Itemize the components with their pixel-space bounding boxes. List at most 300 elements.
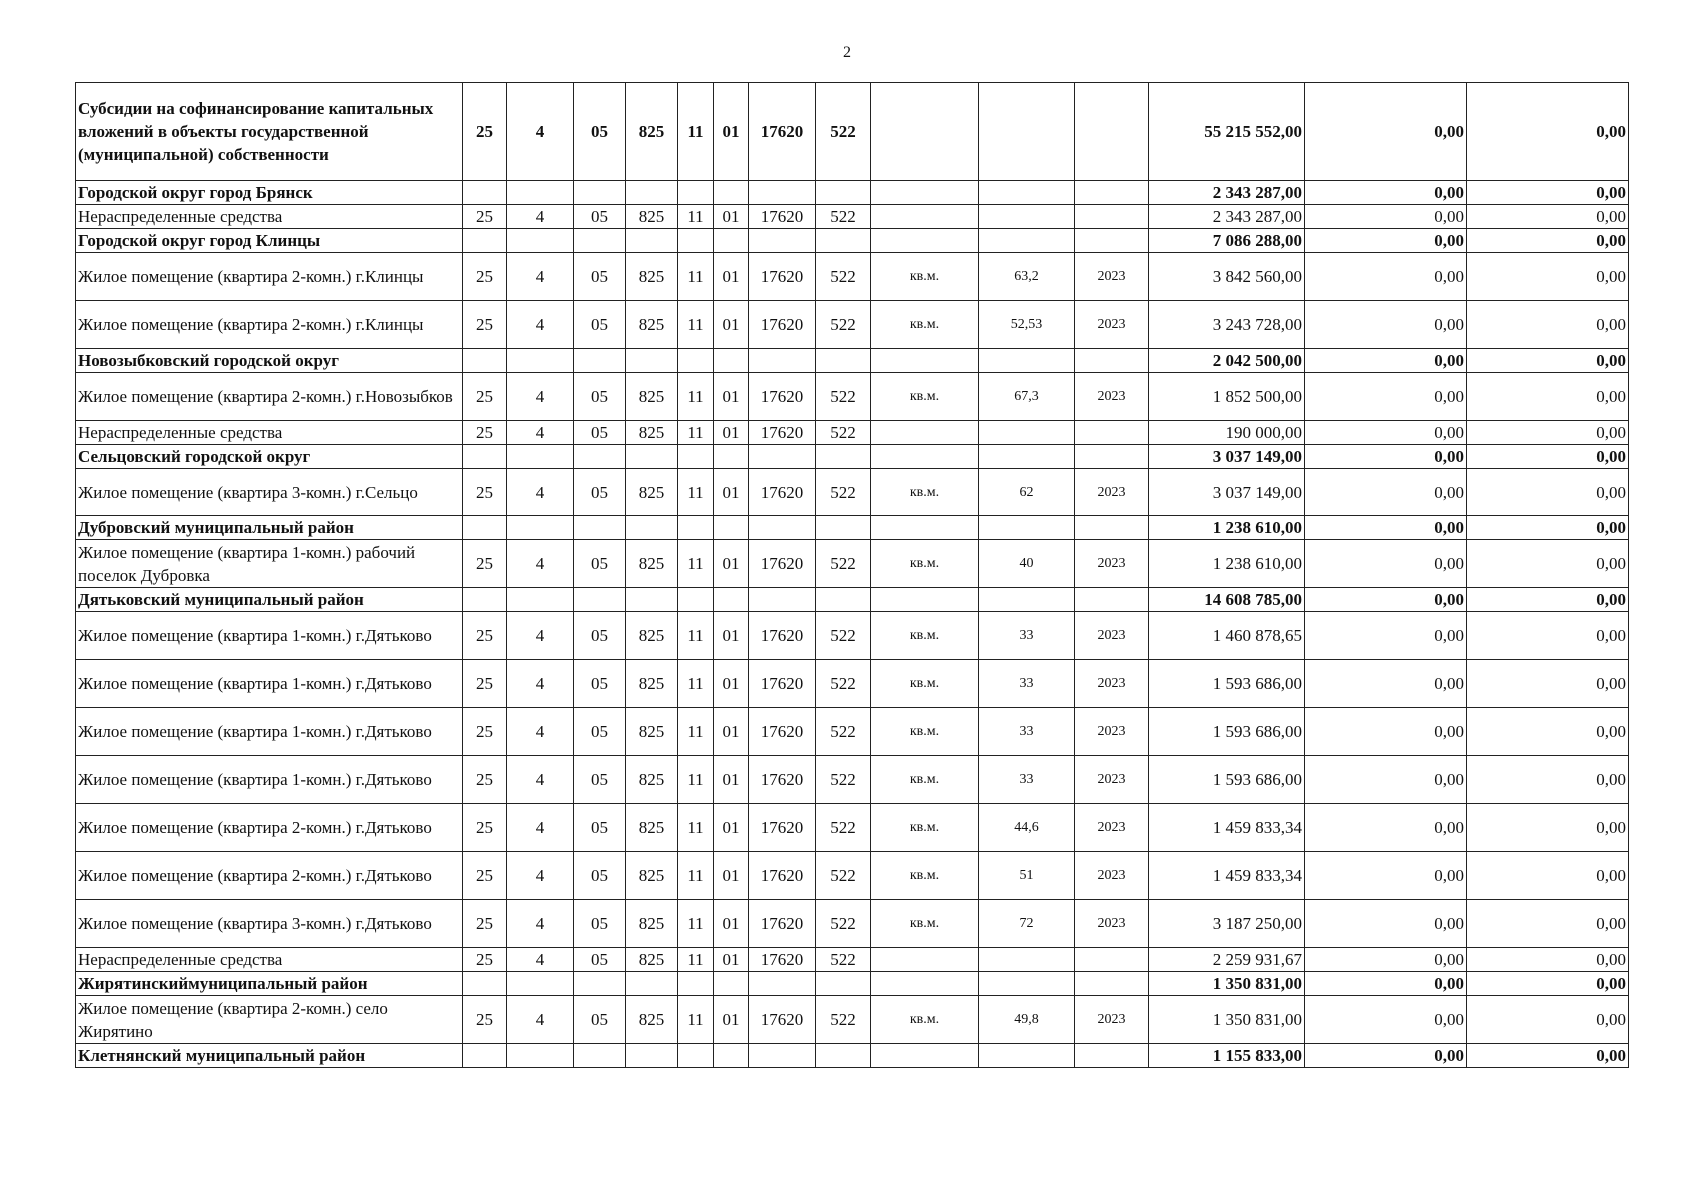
cell-year: 2023: [1075, 900, 1149, 948]
cell-unit: кв.м.: [871, 996, 979, 1044]
cell-code-4: [626, 229, 678, 253]
cell-code-7: 17620: [749, 612, 816, 660]
cell-unit: кв.м.: [871, 469, 979, 516]
cell-area: [979, 948, 1075, 972]
cell-amount-2025: 0,00: [1467, 948, 1629, 972]
table-row: [76, 301, 1629, 349]
cell-code-7: [749, 445, 816, 469]
cell-unit: кв.м.: [871, 804, 979, 852]
cell-code-4: 825: [626, 301, 678, 349]
cell-code-3: 05: [574, 83, 626, 181]
cell-row-name: Жилое помещение (квартира 2-комн.) г.Дятьково: [76, 852, 463, 900]
cell-code-3: 05: [574, 756, 626, 804]
cell-unit: кв.м.: [871, 852, 979, 900]
cell-code-2: [507, 229, 574, 253]
cell-amount-2023: 1 238 610,00: [1149, 516, 1305, 540]
cell-code-5: 11: [678, 996, 714, 1044]
cell-amount-2024: 0,00: [1305, 516, 1467, 540]
cell-code-6: [714, 181, 749, 205]
cell-code-7: 17620: [749, 996, 816, 1044]
cell-code-1: 25: [463, 253, 507, 301]
cell-code-1: 25: [463, 540, 507, 588]
cell-area: [979, 229, 1075, 253]
cell-amount-2024: 0,00: [1305, 972, 1467, 996]
cell-amount-2025: 0,00: [1467, 421, 1629, 445]
cell-row-name: Жирятинскиймуниципальный район: [76, 972, 463, 996]
cell-code-7: 17620: [749, 660, 816, 708]
cell-code-6: 01: [714, 253, 749, 301]
cell-code-1: 25: [463, 301, 507, 349]
cell-amount-2024: 0,00: [1305, 301, 1467, 349]
cell-code-3: [574, 588, 626, 612]
cell-code-1: 25: [463, 660, 507, 708]
cell-row-name: Жилое помещение (квартира 1-комн.) рабочий поселок Дубровка: [76, 540, 463, 588]
cell-amount-2024: 0,00: [1305, 900, 1467, 948]
cell-code-6: 01: [714, 804, 749, 852]
cell-row-name: Городской округ город Брянск: [76, 181, 463, 205]
cell-unit: кв.м.: [871, 540, 979, 588]
cell-unit: [871, 229, 979, 253]
cell-code-1: [463, 229, 507, 253]
cell-code-6: 01: [714, 852, 749, 900]
group-row: [76, 445, 1629, 469]
cell-amount-2023: 55 215 552,00: [1149, 83, 1305, 181]
cell-code-2: [507, 349, 574, 373]
cell-unit: кв.м.: [871, 756, 979, 804]
cell-code-5: 11: [678, 469, 714, 516]
cell-row-name: Нераспределенные средства: [76, 421, 463, 445]
cell-code-4: [626, 1044, 678, 1068]
cell-code-4: 825: [626, 660, 678, 708]
cell-code-8: [816, 972, 871, 996]
cell-code-4: 825: [626, 540, 678, 588]
cell-row-name: Жилое помещение (квартира 3-комн.) г.Дятьково: [76, 900, 463, 948]
cell-amount-2023: 1 593 686,00: [1149, 660, 1305, 708]
cell-code-3: [574, 229, 626, 253]
cell-code-8: 522: [816, 205, 871, 229]
cell-code-6: 01: [714, 83, 749, 181]
cell-area: 33: [979, 660, 1075, 708]
cell-amount-2025: 0,00: [1467, 972, 1629, 996]
cell-code-3: 05: [574, 708, 626, 756]
cell-code-2: 4: [507, 900, 574, 948]
cell-code-2: [507, 516, 574, 540]
cell-amount-2023: 2 259 931,67: [1149, 948, 1305, 972]
cell-code-2: [507, 445, 574, 469]
cell-code-2: [507, 588, 574, 612]
cell-amount-2025: 0,00: [1467, 996, 1629, 1044]
cell-code-4: 825: [626, 948, 678, 972]
cell-code-6: 01: [714, 996, 749, 1044]
cell-area: [979, 181, 1075, 205]
cell-row-name: Нераспределенные средства: [76, 948, 463, 972]
cell-code-4: [626, 181, 678, 205]
cell-code-1: 25: [463, 756, 507, 804]
cell-code-3: [574, 445, 626, 469]
cell-code-7: [749, 229, 816, 253]
cell-code-4: 825: [626, 612, 678, 660]
cell-amount-2024: 0,00: [1305, 469, 1467, 516]
cell-code-8: 522: [816, 900, 871, 948]
cell-row-name: Жилое помещение (квартира 3-комн.) г.Сельцо: [76, 469, 463, 516]
cell-year: 2023: [1075, 804, 1149, 852]
title-row: [76, 83, 1629, 181]
cell-amount-2023: 14 608 785,00: [1149, 588, 1305, 612]
table-row: [76, 948, 1629, 972]
cell-code-1: [463, 588, 507, 612]
cell-code-4: 825: [626, 996, 678, 1044]
cell-code-5: [678, 972, 714, 996]
cell-area: 44,6: [979, 804, 1075, 852]
cell-code-6: 01: [714, 612, 749, 660]
cell-area: 62: [979, 469, 1075, 516]
group-row: [76, 229, 1629, 253]
cell-amount-2024: 0,00: [1305, 756, 1467, 804]
cell-code-6: 01: [714, 948, 749, 972]
cell-code-7: 17620: [749, 708, 816, 756]
cell-code-5: [678, 588, 714, 612]
cell-row-name: Дубровский муниципальный район: [76, 516, 463, 540]
cell-code-7: 17620: [749, 421, 816, 445]
cell-unit: [871, 83, 979, 181]
cell-code-5: 11: [678, 900, 714, 948]
cell-amount-2024: 0,00: [1305, 612, 1467, 660]
table-row: [76, 708, 1629, 756]
cell-code-7: [749, 1044, 816, 1068]
cell-amount-2023: 2 343 287,00: [1149, 205, 1305, 229]
cell-code-2: [507, 972, 574, 996]
group-row: [76, 1044, 1629, 1068]
cell-row-name: Сельцовский городской округ: [76, 445, 463, 469]
cell-code-2: [507, 181, 574, 205]
cell-code-6: 01: [714, 708, 749, 756]
cell-code-7: 17620: [749, 852, 816, 900]
cell-area: [979, 1044, 1075, 1068]
cell-code-4: 825: [626, 756, 678, 804]
cell-code-7: 17620: [749, 253, 816, 301]
cell-code-3: 05: [574, 373, 626, 421]
cell-code-1: 25: [463, 83, 507, 181]
cell-amount-2025: 0,00: [1467, 205, 1629, 229]
cell-code-5: 11: [678, 421, 714, 445]
cell-code-2: 4: [507, 421, 574, 445]
cell-code-2: 4: [507, 612, 574, 660]
cell-area: 72: [979, 900, 1075, 948]
cell-code-5: 11: [678, 301, 714, 349]
cell-amount-2024: 0,00: [1305, 205, 1467, 229]
cell-code-6: 01: [714, 469, 749, 516]
cell-code-5: [678, 1044, 714, 1068]
cell-area: [979, 516, 1075, 540]
cell-unit: кв.м.: [871, 660, 979, 708]
cell-amount-2025: 0,00: [1467, 804, 1629, 852]
cell-code-8: 522: [816, 756, 871, 804]
cell-code-5: 11: [678, 83, 714, 181]
cell-code-3: [574, 349, 626, 373]
cell-row-name: Жилое помещение (квартира 2-комн.) село Жирятино: [76, 996, 463, 1044]
cell-amount-2023: 3 187 250,00: [1149, 900, 1305, 948]
cell-code-8: 522: [816, 540, 871, 588]
cell-code-2: 4: [507, 540, 574, 588]
cell-code-2: 4: [507, 756, 574, 804]
cell-code-1: 25: [463, 996, 507, 1044]
cell-code-3: 05: [574, 540, 626, 588]
cell-code-5: 11: [678, 205, 714, 229]
cell-code-4: 825: [626, 373, 678, 421]
cell-unit: [871, 1044, 979, 1068]
cell-code-2: 4: [507, 852, 574, 900]
cell-year: [1075, 205, 1149, 229]
cell-code-3: [574, 516, 626, 540]
cell-amount-2023: 3 037 149,00: [1149, 445, 1305, 469]
cell-row-name: Жилое помещение (квартира 2-комн.) г.Клинцы: [76, 253, 463, 301]
cell-amount-2024: 0,00: [1305, 948, 1467, 972]
table-row: [76, 756, 1629, 804]
cell-code-1: 25: [463, 205, 507, 229]
cell-amount-2025: 0,00: [1467, 756, 1629, 804]
cell-unit: [871, 349, 979, 373]
cell-code-7: 17620: [749, 756, 816, 804]
cell-amount-2024: 0,00: [1305, 804, 1467, 852]
cell-code-1: 25: [463, 804, 507, 852]
cell-amount-2025: 0,00: [1467, 1044, 1629, 1068]
cell-area: [979, 588, 1075, 612]
cell-code-8: [816, 229, 871, 253]
cell-amount-2025: 0,00: [1467, 301, 1629, 349]
cell-code-5: [678, 181, 714, 205]
cell-code-7: 17620: [749, 900, 816, 948]
cell-code-4: 825: [626, 83, 678, 181]
cell-code-5: 11: [678, 852, 714, 900]
cell-amount-2023: 1 593 686,00: [1149, 756, 1305, 804]
cell-code-2: 4: [507, 948, 574, 972]
cell-amount-2023: 1 459 833,34: [1149, 852, 1305, 900]
cell-amount-2023: 1 593 686,00: [1149, 708, 1305, 756]
cell-row-name: Жилое помещение (квартира 1-комн.) г.Дятьково: [76, 708, 463, 756]
cell-amount-2025: 0,00: [1467, 253, 1629, 301]
cell-unit: кв.м.: [871, 253, 979, 301]
cell-year: 2023: [1075, 373, 1149, 421]
cell-code-6: 01: [714, 660, 749, 708]
cell-code-2: 4: [507, 373, 574, 421]
cell-code-8: 522: [816, 996, 871, 1044]
cell-code-5: 11: [678, 948, 714, 972]
cell-code-7: 17620: [749, 804, 816, 852]
cell-amount-2023: 1 460 878,65: [1149, 612, 1305, 660]
cell-year: [1075, 516, 1149, 540]
cell-area: 40: [979, 540, 1075, 588]
cell-code-8: 522: [816, 373, 871, 421]
cell-code-4: 825: [626, 421, 678, 445]
cell-amount-2025: 0,00: [1467, 588, 1629, 612]
cell-code-8: [816, 445, 871, 469]
cell-code-1: 25: [463, 373, 507, 421]
cell-row-name: Жилое помещение (квартира 1-комн.) г.Дятьково: [76, 660, 463, 708]
cell-code-5: [678, 445, 714, 469]
cell-amount-2024: 0,00: [1305, 421, 1467, 445]
cell-code-8: 522: [816, 708, 871, 756]
cell-code-6: 01: [714, 421, 749, 445]
cell-code-7: [749, 972, 816, 996]
cell-code-5: 11: [678, 660, 714, 708]
budget-table: [75, 82, 1629, 1068]
cell-year: 2023: [1075, 253, 1149, 301]
cell-code-8: 522: [816, 83, 871, 181]
cell-code-4: [626, 445, 678, 469]
cell-code-2: 4: [507, 996, 574, 1044]
cell-code-2: 4: [507, 205, 574, 229]
cell-code-6: [714, 1044, 749, 1068]
cell-amount-2023: 3 037 149,00: [1149, 469, 1305, 516]
cell-unit: [871, 588, 979, 612]
cell-unit: кв.м.: [871, 900, 979, 948]
cell-code-5: 11: [678, 253, 714, 301]
cell-year: 2023: [1075, 660, 1149, 708]
cell-code-1: [463, 516, 507, 540]
cell-code-4: 825: [626, 852, 678, 900]
cell-unit: [871, 516, 979, 540]
cell-year: [1075, 349, 1149, 373]
cell-code-2: 4: [507, 253, 574, 301]
cell-amount-2025: 0,00: [1467, 445, 1629, 469]
cell-code-1: 25: [463, 948, 507, 972]
cell-row-name: Жилое помещение (квартира 2-комн.) г.Клинцы: [76, 301, 463, 349]
page-number: 2: [843, 44, 851, 61]
cell-code-3: 05: [574, 804, 626, 852]
cell-area: 51: [979, 852, 1075, 900]
cell-code-1: 25: [463, 469, 507, 516]
cell-code-7: 17620: [749, 205, 816, 229]
cell-amount-2024: 0,00: [1305, 1044, 1467, 1068]
cell-code-8: 522: [816, 804, 871, 852]
cell-code-4: [626, 588, 678, 612]
table-row: [76, 253, 1629, 301]
cell-code-1: 25: [463, 900, 507, 948]
cell-amount-2023: 3 243 728,00: [1149, 301, 1305, 349]
cell-code-2: 4: [507, 301, 574, 349]
table-row: [76, 205, 1629, 229]
cell-code-5: [678, 229, 714, 253]
cell-code-5: 11: [678, 756, 714, 804]
table-body: [76, 83, 1629, 1068]
table-row: [76, 540, 1629, 588]
cell-code-8: 522: [816, 948, 871, 972]
cell-amount-2023: 1 155 833,00: [1149, 1044, 1305, 1068]
table-row: [76, 996, 1629, 1044]
cell-area: 33: [979, 756, 1075, 804]
cell-amount-2025: 0,00: [1467, 852, 1629, 900]
cell-code-6: 01: [714, 756, 749, 804]
cell-code-4: 825: [626, 469, 678, 516]
cell-amount-2025: 0,00: [1467, 229, 1629, 253]
cell-row-name: Дятьковский муниципальный район: [76, 588, 463, 612]
cell-code-3: 05: [574, 469, 626, 516]
cell-code-3: [574, 1044, 626, 1068]
cell-unit: кв.м.: [871, 373, 979, 421]
cell-year: [1075, 181, 1149, 205]
cell-code-2: 4: [507, 660, 574, 708]
cell-code-2: 4: [507, 83, 574, 181]
cell-code-8: [816, 349, 871, 373]
cell-area: [979, 445, 1075, 469]
cell-amount-2024: 0,00: [1305, 181, 1467, 205]
cell-amount-2024: 0,00: [1305, 588, 1467, 612]
cell-code-5: 11: [678, 612, 714, 660]
cell-amount-2025: 0,00: [1467, 469, 1629, 516]
cell-year: [1075, 229, 1149, 253]
cell-amount-2024: 0,00: [1305, 708, 1467, 756]
cell-amount-2023: 2 042 500,00: [1149, 349, 1305, 373]
cell-code-6: 01: [714, 540, 749, 588]
cell-unit: [871, 972, 979, 996]
cell-code-1: 25: [463, 421, 507, 445]
cell-area: [979, 421, 1075, 445]
cell-amount-2024: 0,00: [1305, 852, 1467, 900]
cell-amount-2025: 0,00: [1467, 660, 1629, 708]
cell-year: [1075, 588, 1149, 612]
cell-code-5: [678, 349, 714, 373]
cell-code-6: 01: [714, 900, 749, 948]
cell-row-name: Нераспределенные средства: [76, 205, 463, 229]
cell-code-6: [714, 588, 749, 612]
cell-amount-2025: 0,00: [1467, 516, 1629, 540]
cell-area: [979, 972, 1075, 996]
cell-code-7: 17620: [749, 948, 816, 972]
cell-code-8: 522: [816, 612, 871, 660]
cell-amount-2025: 0,00: [1467, 83, 1629, 181]
table-row: [76, 612, 1629, 660]
cell-code-7: 17620: [749, 83, 816, 181]
cell-code-6: [714, 445, 749, 469]
cell-code-7: 17620: [749, 540, 816, 588]
cell-code-6: 01: [714, 373, 749, 421]
cell-code-1: [463, 445, 507, 469]
cell-amount-2024: 0,00: [1305, 445, 1467, 469]
cell-code-1: [463, 1044, 507, 1068]
cell-code-6: 01: [714, 205, 749, 229]
cell-code-2: 4: [507, 469, 574, 516]
cell-row-name: Жилое помещение (квартира 2-комн.) г.Дятьково: [76, 804, 463, 852]
table-row: [76, 469, 1629, 516]
cell-row-name: Жилое помещение (квартира 1-комн.) г.Дятьково: [76, 612, 463, 660]
cell-code-8: [816, 181, 871, 205]
cell-code-1: [463, 181, 507, 205]
cell-code-8: 522: [816, 469, 871, 516]
cell-code-3: 05: [574, 900, 626, 948]
cell-year: 2023: [1075, 612, 1149, 660]
cell-year: [1075, 948, 1149, 972]
cell-code-7: 17620: [749, 373, 816, 421]
cell-code-1: 25: [463, 708, 507, 756]
cell-area: 49,8: [979, 996, 1075, 1044]
cell-year: [1075, 972, 1149, 996]
cell-code-5: [678, 516, 714, 540]
cell-unit: кв.м.: [871, 612, 979, 660]
cell-row-name: Жилое помещение (квартира 1-комн.) г.Дятьково: [76, 756, 463, 804]
cell-code-4: 825: [626, 205, 678, 229]
cell-code-7: 17620: [749, 469, 816, 516]
cell-code-8: [816, 1044, 871, 1068]
cell-year: 2023: [1075, 852, 1149, 900]
cell-amount-2025: 0,00: [1467, 349, 1629, 373]
cell-unit: [871, 421, 979, 445]
cell-amount-2023: 1 459 833,34: [1149, 804, 1305, 852]
cell-amount-2023: 7 086 288,00: [1149, 229, 1305, 253]
cell-amount-2025: 0,00: [1467, 900, 1629, 948]
cell-code-4: 825: [626, 253, 678, 301]
cell-code-8: 522: [816, 253, 871, 301]
cell-year: 2023: [1075, 756, 1149, 804]
